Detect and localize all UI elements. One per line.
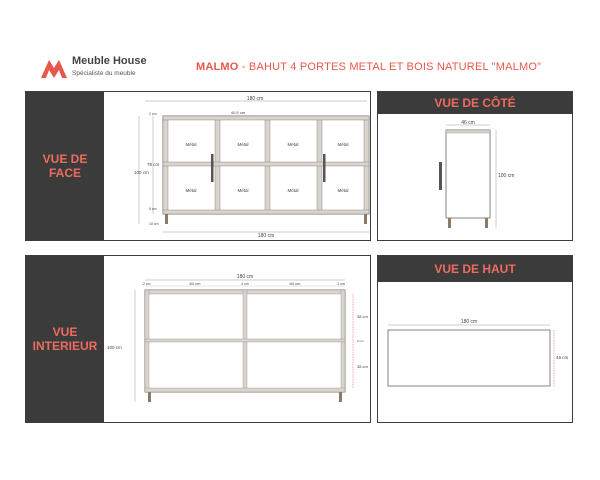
front-panel-8: Métal (337, 188, 349, 193)
meuble-house-logo-icon (40, 56, 68, 80)
interior-view-label-line1: VUE (52, 325, 78, 339)
side-handle-icon (439, 162, 442, 190)
interior-height: 100 cm (107, 345, 122, 350)
front-panel-7: Métal (287, 188, 299, 193)
interior-view-label (26, 256, 104, 422)
interior-left-gap: 2 cm (143, 282, 151, 286)
front-door-width: 40,5 cm (230, 110, 246, 115)
door-handle-left-icon (211, 154, 214, 182)
top-depth: 46 cm (556, 355, 569, 360)
interior-lower-shelf: 38 cm (357, 364, 368, 369)
interior-shelf-thickness: 2 cm (357, 339, 364, 343)
front-panel-1: Métal (185, 142, 197, 147)
front-foot-height: 10 cm (149, 222, 159, 226)
interior-right-gap: 2 cm (337, 282, 345, 286)
side-view-label: VUE DE CÔTÉ (378, 92, 572, 114)
side-view-drawing (378, 114, 572, 240)
front-view-label-line2: FACE (48, 166, 81, 180)
front-panel-6: Métal (237, 188, 249, 193)
top-view-panel (377, 255, 573, 423)
front-panel-2: Métal (237, 142, 249, 147)
front-top-offset: 2 cm (149, 112, 157, 116)
product-name: MALMO (196, 61, 239, 73)
side-height: 100 cm (498, 173, 515, 179)
interior-width: 180 cm (236, 274, 254, 280)
interior-left-compartment: 84 cm (189, 281, 201, 286)
front-view-panel (25, 91, 371, 241)
top-view-label: VUE DE HAUT (378, 256, 572, 282)
front-view-label (26, 92, 104, 240)
top-view-drawing (378, 282, 572, 422)
front-total-height: 100 cm (134, 170, 149, 175)
front-panel-5: Métal (185, 188, 197, 193)
interior-divider: 4 cm (241, 282, 249, 286)
front-width-bottom: 180 cm (257, 233, 275, 239)
front-panel-4: Métal (337, 142, 349, 147)
front-width-top: 180 cm (246, 96, 264, 102)
door-handle-right-icon (323, 154, 326, 182)
interior-upper-shelf: 38 cm (357, 314, 368, 319)
front-mid-offset: 5 cm (149, 207, 157, 211)
document-title (196, 61, 541, 73)
brand-tagline: Spécialiste du meuble (72, 70, 136, 77)
front-body-height: 78 cm (147, 162, 160, 167)
interior-view-label-line2: INTERIEUR (32, 339, 98, 353)
side-view-panel (377, 91, 573, 241)
top-width: 180 cm (460, 319, 478, 325)
interior-right-compartment: 84 cm (289, 281, 301, 286)
side-depth: 46 cm (461, 120, 475, 126)
front-view-drawing (105, 92, 370, 240)
interior-view-panel (25, 255, 371, 423)
product-description: - BAHUT 4 PORTES METAL ET BOIS NATUREL "MALMO" (238, 61, 542, 73)
front-panel-3: Métal (287, 142, 299, 147)
brand-name: Meuble House (72, 55, 147, 67)
front-view-label-line1: VUE DE (42, 152, 88, 166)
interior-view-drawing (105, 256, 370, 422)
